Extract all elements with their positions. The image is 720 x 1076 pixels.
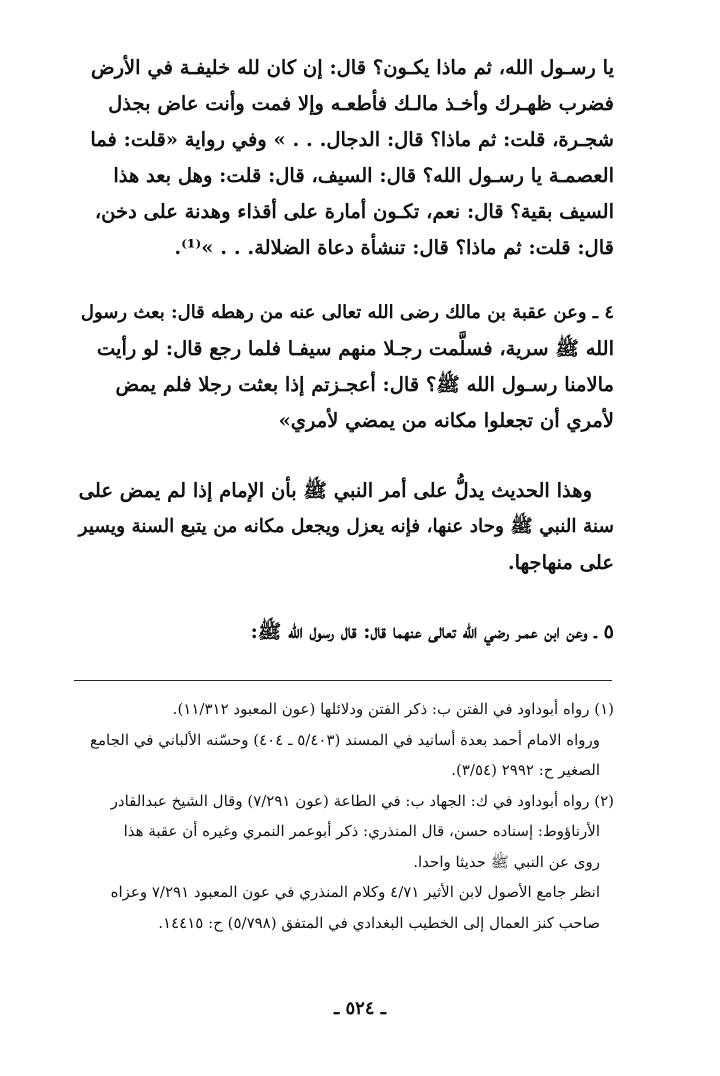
footnote-line: الأرناؤوط: إسناده حسن، قال المنذري: ذكر أبوعمر النمري وغيره أن عقبة هذا	[123, 822, 600, 840]
footnote-line: انظر جامع الأصول لابن الأثير ٤/٧١ وكلام المنذري في عون المعبود ٧/٢٩١ وعزاه	[110, 883, 600, 901]
footnote-line: (٢) رواه أبوداود في ك: الجهاد ب: في الطاعة (عون ٧/٢٩١) وقال الشيخ عبدالقادر	[110, 791, 614, 810]
paragraph-hadith-3-continuation	[78, 50, 614, 266]
page-number: ـ ٥٢٤ ـ	[333, 998, 387, 1019]
paragraph-hadith-4	[78, 295, 614, 439]
footnotes	[78, 694, 614, 938]
paragraph-hadith-5	[78, 614, 614, 650]
footnote-line: الصغير ح: ٢٩٩٢ (٣/٥٤).	[451, 761, 600, 779]
text-line: ٥ ـ وعن ابن عمـر رضي الله تعالى عنهما قال: قال رسول الله ﷺ:	[250, 620, 614, 643]
footnote-line: روى عن النبي ﷺ حديثا واحدا.	[413, 852, 600, 871]
footnote-divider	[74, 680, 612, 681]
text-line: السيف بقية؟ قال: نعم، تكـون أمارة على أقذاء وهدنة على دخن،	[94, 200, 614, 223]
text-line: شجـرة، قلت: ثم ماذا؟ قال: الدجال. . . » وفي رواية «قلت: فما	[90, 128, 614, 151]
footnote-line: (١) رواه أبوداود في الفتن ب: ذكر الفتن ودلائلها (عون المعبود ١١/٣١٢).	[172, 700, 614, 718]
text-line: قال: قلت: ثم ماذا؟ قال: تنشأة دعاة الضلالة. . . »⁽¹⁾.	[174, 236, 614, 259]
text-line: العصمـة يا رسـول الله؟ قال: السيف، قال: قلت: وهل بعد هذا	[113, 164, 614, 187]
text-line: لأمري أن تجعلوا مكانه من يمضي لأمري»	[278, 409, 614, 432]
text-line: وهذا الحديث يدلُّ على أمر النبي ﷺ بأن الإمام إذا لم يمض على	[78, 479, 592, 502]
text-line: فضرب ظهـرك وأخـذ مالـك فأطعـه وإلا فمت وأنت عاض بجذل	[108, 92, 614, 115]
text-line: يا رسـول الله، ثم ماذا يكـون؟ قال: إن كان لله خليفـة في الأرض	[91, 56, 614, 79]
text-line: سنة النبي ﷺ وحاد عنها، فإنه يعزل ويجعل مكانه من يتبع السنة ويسير	[78, 516, 614, 537]
footnote-line: صاحب كنز العمال إلى الخطيب البغدادي في المتفق (٥/٧٩٨) ح: ١٤٤١٥.	[158, 913, 600, 932]
text-line: على منهاجها.	[507, 551, 614, 574]
paragraph-commentary	[78, 473, 614, 581]
text-line: ٤ ـ وعن عقبة بن مالك رضى الله تعالى عنه من رهطه قال: بعث رسول	[80, 302, 614, 323]
text-line: الله ﷺ سرية، فسلَّمت رجـلا منهم سيفـا فلما رجع قال: لو رأيت	[96, 337, 614, 360]
footnote-line: ورواه الامام أحمد بعدة أسانيد في المسند (٥/٤٠٣ ـ ٤٠٤) وحسّنه الألباني في الجامع	[89, 730, 600, 749]
text-line: مالامنا رسـول الله ﷺ؟ قال: أعجـزتم إذا بعثت رجلا فلم يمض	[115, 373, 614, 396]
